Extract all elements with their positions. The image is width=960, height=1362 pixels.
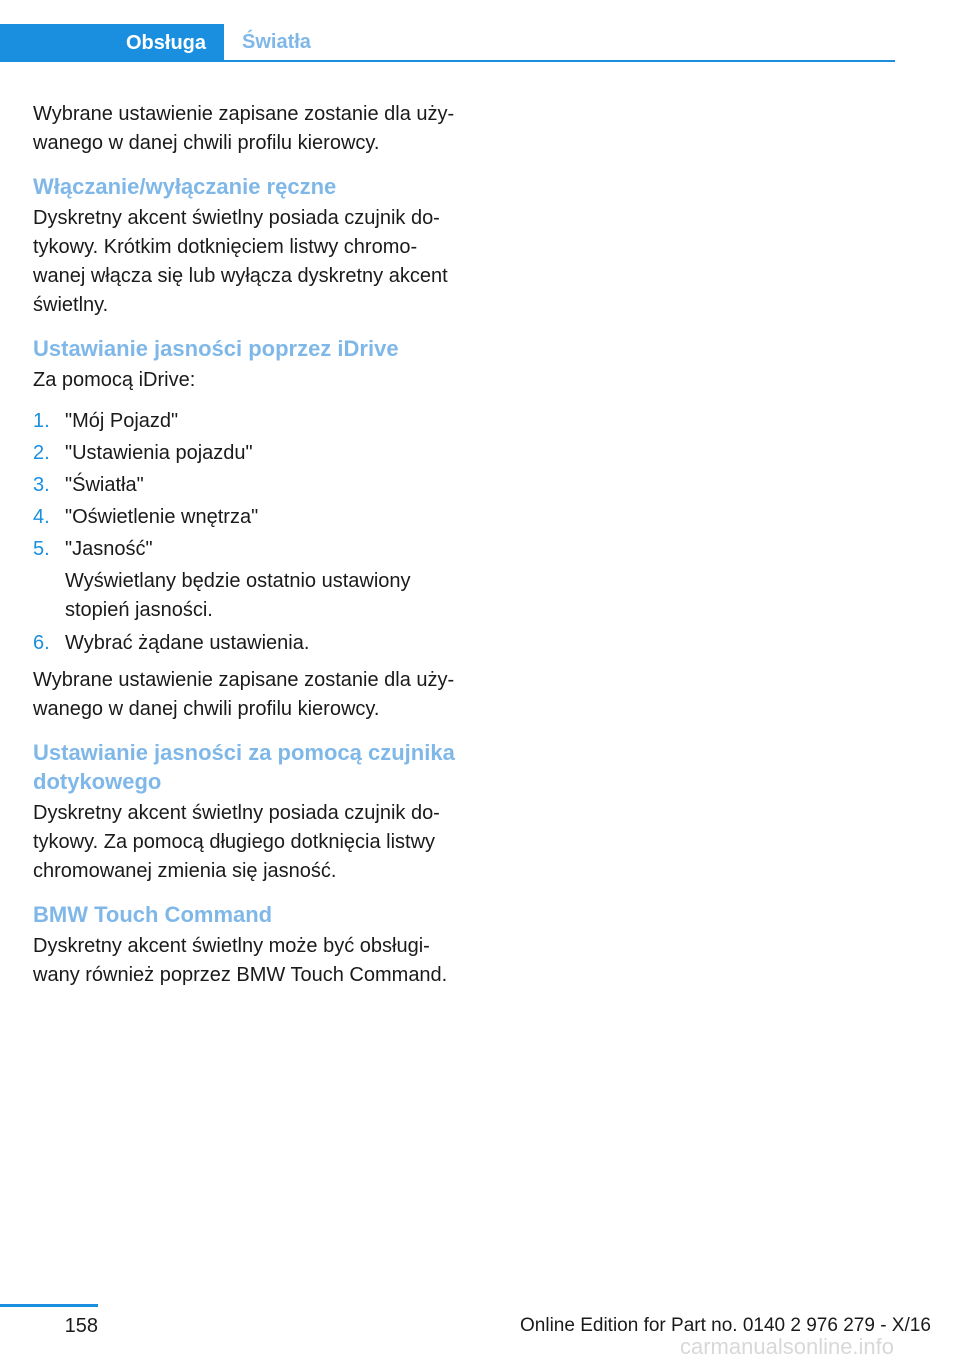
heading-idrive-brightness: Ustawianie jasności poprzez iDrive [33, 336, 399, 361]
step-text: "Jasność" [65, 538, 153, 560]
edition-text: Online Edition for Part no. 0140 2 976 279 - X/16 [520, 1315, 931, 1336]
step-text: "Światła" [65, 474, 144, 496]
paragraph-3: Za pomocą iDrive: [33, 369, 196, 391]
step-text: "Ustawienia pojazdu" [65, 442, 253, 464]
step-subtext: Wyświetlany będzie ostatnio ustawiony stopień jasności. [65, 570, 411, 621]
list-item [33, 407, 458, 439]
paragraph-4: Wybrane ustawienie zapisane zostanie dla uży-wanego w danej chwili profilu kierowcy. [33, 669, 455, 720]
step-number: 6. [33, 632, 50, 654]
step-text: "Mój Pojazd" [65, 410, 179, 432]
step-text-group [65, 535, 458, 629]
list-item [33, 535, 458, 629]
step-number: 2. [33, 442, 50, 464]
footer-rule [0, 1304, 98, 1307]
step-number: 1. [33, 410, 50, 432]
list-item [33, 629, 458, 661]
page-header [0, 24, 895, 62]
paragraph-1: Wybrane ustawienie zapisane zostanie dla uży-wanego w danej chwili profilu kierowcy. [33, 103, 455, 154]
main-content [33, 100, 458, 1004]
heading-touch-command: BMW Touch Command [33, 902, 273, 927]
section-tab: Obsługa [0, 24, 224, 62]
step-number: 4. [33, 506, 50, 528]
list-item [33, 503, 458, 535]
steps-list [33, 407, 458, 661]
header-rule [0, 60, 895, 62]
paragraph-2: Dyskretny akcent świetlny posiada czujnik do-tykowy. Krótkim dotknięciem listwy chromo-wanej włącza się lub wyłącza dyskretny akcent świetlny. [33, 207, 448, 316]
page-number: 158 [64, 1315, 98, 1337]
step-text: "Oświetlenie wnętrza" [65, 506, 259, 528]
paragraph-6: Dyskretny akcent świetlny może być obsługi-wany również poprzez BMW Touch Command. [33, 935, 448, 986]
step-number: 3. [33, 474, 50, 496]
chapter-tab: Światła [242, 30, 311, 53]
step-number: 5. [33, 538, 50, 560]
watermark: carmanualsonline.info [680, 1334, 895, 1359]
list-item [33, 471, 458, 503]
heading-touch-sensor: Ustawianie jasności za pomocą czujnika dotykowego [33, 740, 455, 794]
paragraph-5: Dyskretny akcent świetlny posiada czujnik do-tykowy. Za pomocą długiego dotknięcia listwy chromowanej zmienia się jasność. [33, 802, 440, 882]
step-text: Wybrać żądane ustawienia. [65, 632, 310, 654]
list-item [33, 439, 458, 471]
heading-manual-switch: Włączanie/wyłączanie ręczne [33, 174, 337, 199]
